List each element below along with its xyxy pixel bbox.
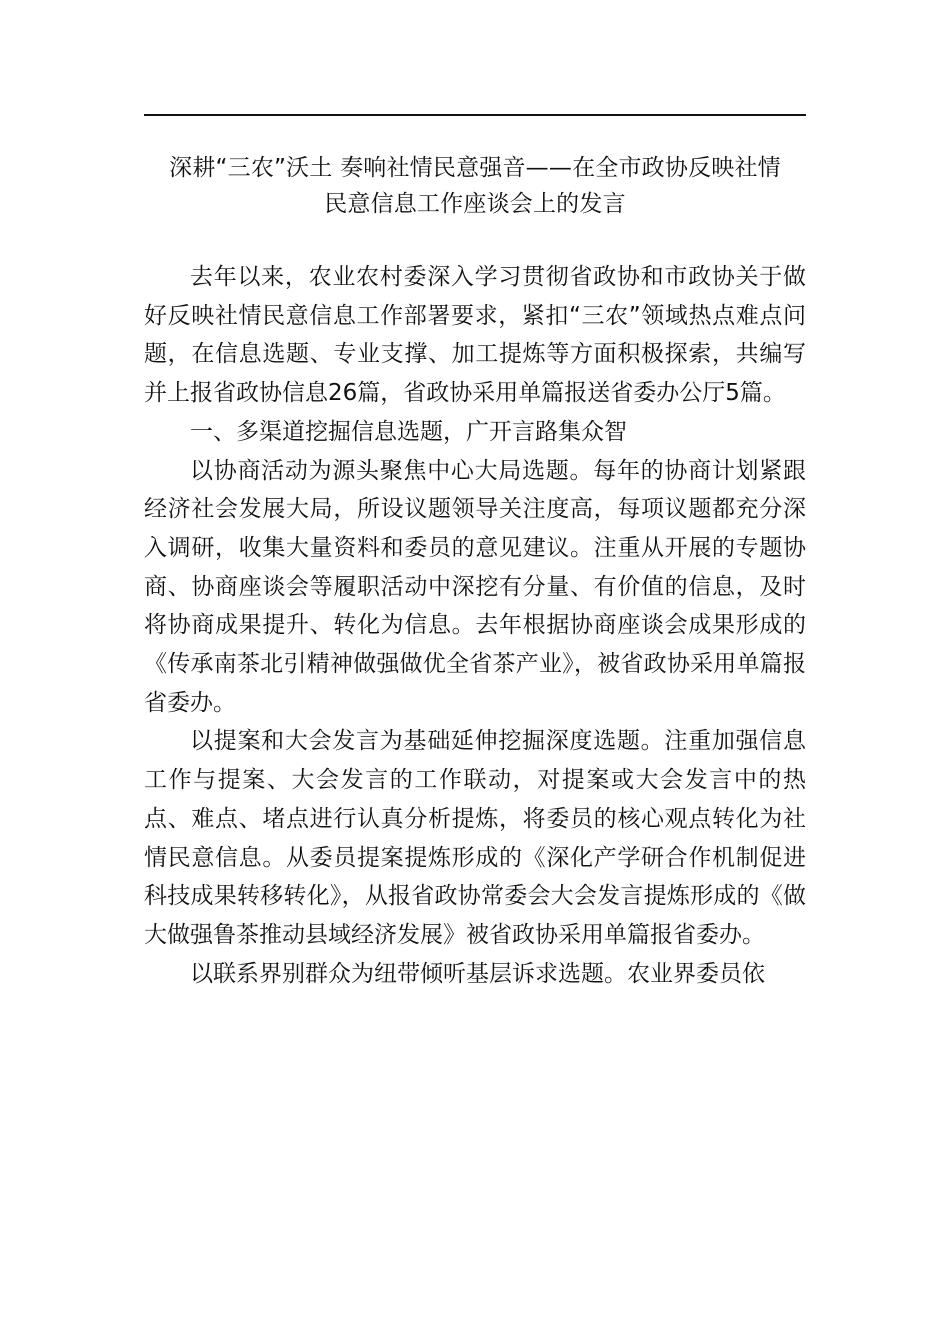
paragraph-consultation: 以协商活动为源头聚焦中心大局选题。每年的协商计划紧跟经济社会发展大局，所设议题领导关注度高，每项议题都充分深入调研，收集大量资料和委员的意见建议。注重从开展的专题协商、协商座谈会等履职活动中深挖有分量、有价值的信息，及时将协商成果提升、转化为信息。去年根据协商座谈会成果形成的《传承南茶北引精神做强做优全省茶产业》，被省政协采用单篇报省委办。: [144, 457, 806, 716]
paragraph-grassroots: 以联系界别群众为纽带倾听基层诉求选题。农业界委员依: [190, 960, 765, 987]
title-line-1: 深耕“三农”沃土 奏响社情民意强音——在全市政协反映社情: [169, 155, 781, 181]
document-title: [144, 150, 806, 222]
document-body: [144, 258, 806, 993]
section-heading-1: 一、多渠道挖掘信息选题，广开言路集众智: [190, 418, 627, 445]
paragraph-intro: 去年以来，农业农村委深入学习贯彻省政协和市政协关于做好反映社情民意信息工作部署要求，紧扣“三农”领域热点难点问题，在信息选题、专业支撑、加工提炼等方面积极探索，共编写并上报省政协信息26篇，省政协采用单篇报送省委办公厅5篇。: [144, 264, 806, 407]
paragraph-proposals: 以提案和大会发言为基础延伸挖掘深度选题。注重加强信息工作与提案、大会发言的工作联动，对提案或大会发言中的热点、难点、堵点进行认真分析提炼，将委员的核心观点转化为社情民意信息。从委员提案提炼形成的《深化产学研合作机制促进科技成果转移转化》，从报省政协常委会大会发言提炼形成的《做大做强鲁茶推动县域经济发展》被省政协采用单篇报省委办。: [144, 728, 806, 948]
title-line-2: 民意信息工作座谈会上的发言: [324, 191, 626, 217]
header-rule: [144, 114, 806, 116]
